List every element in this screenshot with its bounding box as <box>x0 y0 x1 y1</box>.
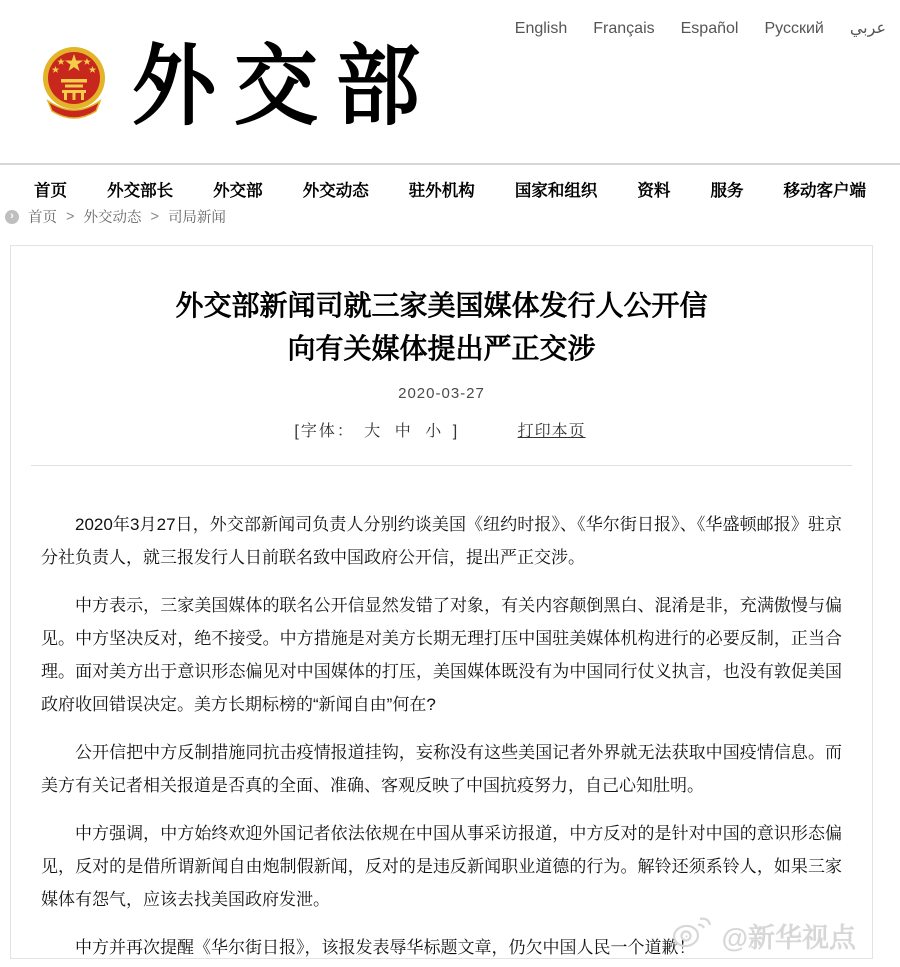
breadcrumb-department-news[interactable]: 司局新闻 <box>167 210 226 226</box>
lang-spanish[interactable]: Español <box>680 20 739 37</box>
title-body-divider <box>31 465 852 466</box>
article-paragraph: 中方并再次提醒《华尔街日报》，该报发表辱华标题文章，仍欠中国人民一个道歉！ <box>75 938 696 957</box>
article-title-line2: 向有关媒体提出严正交涉 <box>287 333 596 364</box>
article-container <box>10 245 873 959</box>
breadcrumb <box>5 206 226 227</box>
font-size-medium-button[interactable]: 中 <box>394 423 413 440</box>
print-page-button[interactable]: 打印本页 <box>517 423 586 440</box>
ministry-calligraphy-text: 外交部 <box>132 33 439 138</box>
breadcrumb-separator: > <box>66 208 75 225</box>
article-controls <box>11 418 872 441</box>
nav-foreign-minister[interactable]: 外交部长 <box>107 182 174 200</box>
lang-russian[interactable]: Русский <box>764 20 824 37</box>
article-paragraph: 2020年3月27日，外交部新闻司负责人分别约谈美国《纽约时报》、《华尔街日报》、《华盛顿邮报》驻京分社负责人，就三报发行人日前联名致中国政府公开信，提出严正交涉。 <box>41 515 842 567</box>
article-paragraph: 中方表示，三家美国媒体的联名公开信显然发错了对象，有关内容颠倒黑白、混淆是非，充满傲慢与偏见。中方坚决反对，绝不接受。中方措施是对美方长期无理打压中国驻美媒体机构进行的必要反制，正当合理。面对美方出于意识形态偏见对中国媒体的打压，美国媒体既没有为中国同行仗义执言，也没有敦促美国政府收回错误决定。美方长期标榜的“新闻自由”何在? <box>41 596 842 714</box>
article-title <box>11 284 872 370</box>
nav-ministry[interactable]: 外交部 <box>213 182 263 200</box>
national-emblem-icon <box>42 45 106 128</box>
nav-mobile-client[interactable]: 移动客户端 <box>783 182 866 200</box>
font-size-small-button[interactable]: 小 <box>425 423 444 440</box>
font-size-large-button[interactable]: 大 <box>364 423 383 440</box>
article-paragraph: 公开信把中方反制措施同抗击疫情报道挂钩，妄称没有这些美国记者外界就无法获取中国疫情信息。而美方有关记者相关报道是否真的全面、准确、客观反映了中国抗疫努力，自己心知肚明。 <box>41 743 842 795</box>
article-body <box>41 508 842 964</box>
nav-countries-organizations[interactable]: 国家和组织 <box>514 182 598 200</box>
nav-missions-abroad[interactable]: 驻外机构 <box>408 182 475 200</box>
language-bar <box>515 18 886 38</box>
nav-diplomatic-activities[interactable]: 外交动态 <box>302 182 369 200</box>
lang-english[interactable]: English <box>514 20 568 37</box>
breadcrumb-home[interactable]: 首页 <box>28 210 57 226</box>
nav-resources[interactable]: 资料 <box>637 182 671 200</box>
lang-french[interactable]: Français <box>593 20 655 37</box>
weibo-handle: @新华视点 <box>721 923 856 953</box>
main-navigation <box>0 163 900 211</box>
font-size-label: [字体： <box>294 423 355 440</box>
nav-home[interactable]: 首页 <box>34 182 67 200</box>
lang-arabic[interactable]: عربي <box>849 20 886 37</box>
font-size-label-close: ] <box>452 423 460 440</box>
breadcrumb-arrow-icon: › <box>5 210 19 224</box>
article-date: 2020-03-27 <box>398 385 485 402</box>
breadcrumb-diplomatic-activities[interactable]: 外交动态 <box>83 210 142 226</box>
nav-services[interactable]: 服务 <box>710 182 744 200</box>
site-logo[interactable] <box>42 33 439 138</box>
article-title-line1: 外交部新闻司就三家美国媒体发行人公开信 <box>175 290 708 321</box>
article-paragraph: 中方强调，中方始终欢迎外国记者依法依规在中国从事采访报道，中方反对的是针对中国的意识形态偏见，反对的是借所谓新闻自由炮制假新闻，反对的是违反新闻职业道德的行为。解铃还须系铃人，如果三家媒体有怨气，应该去找美国政府发泄。 <box>41 824 842 909</box>
breadcrumb-separator: > <box>150 208 159 225</box>
